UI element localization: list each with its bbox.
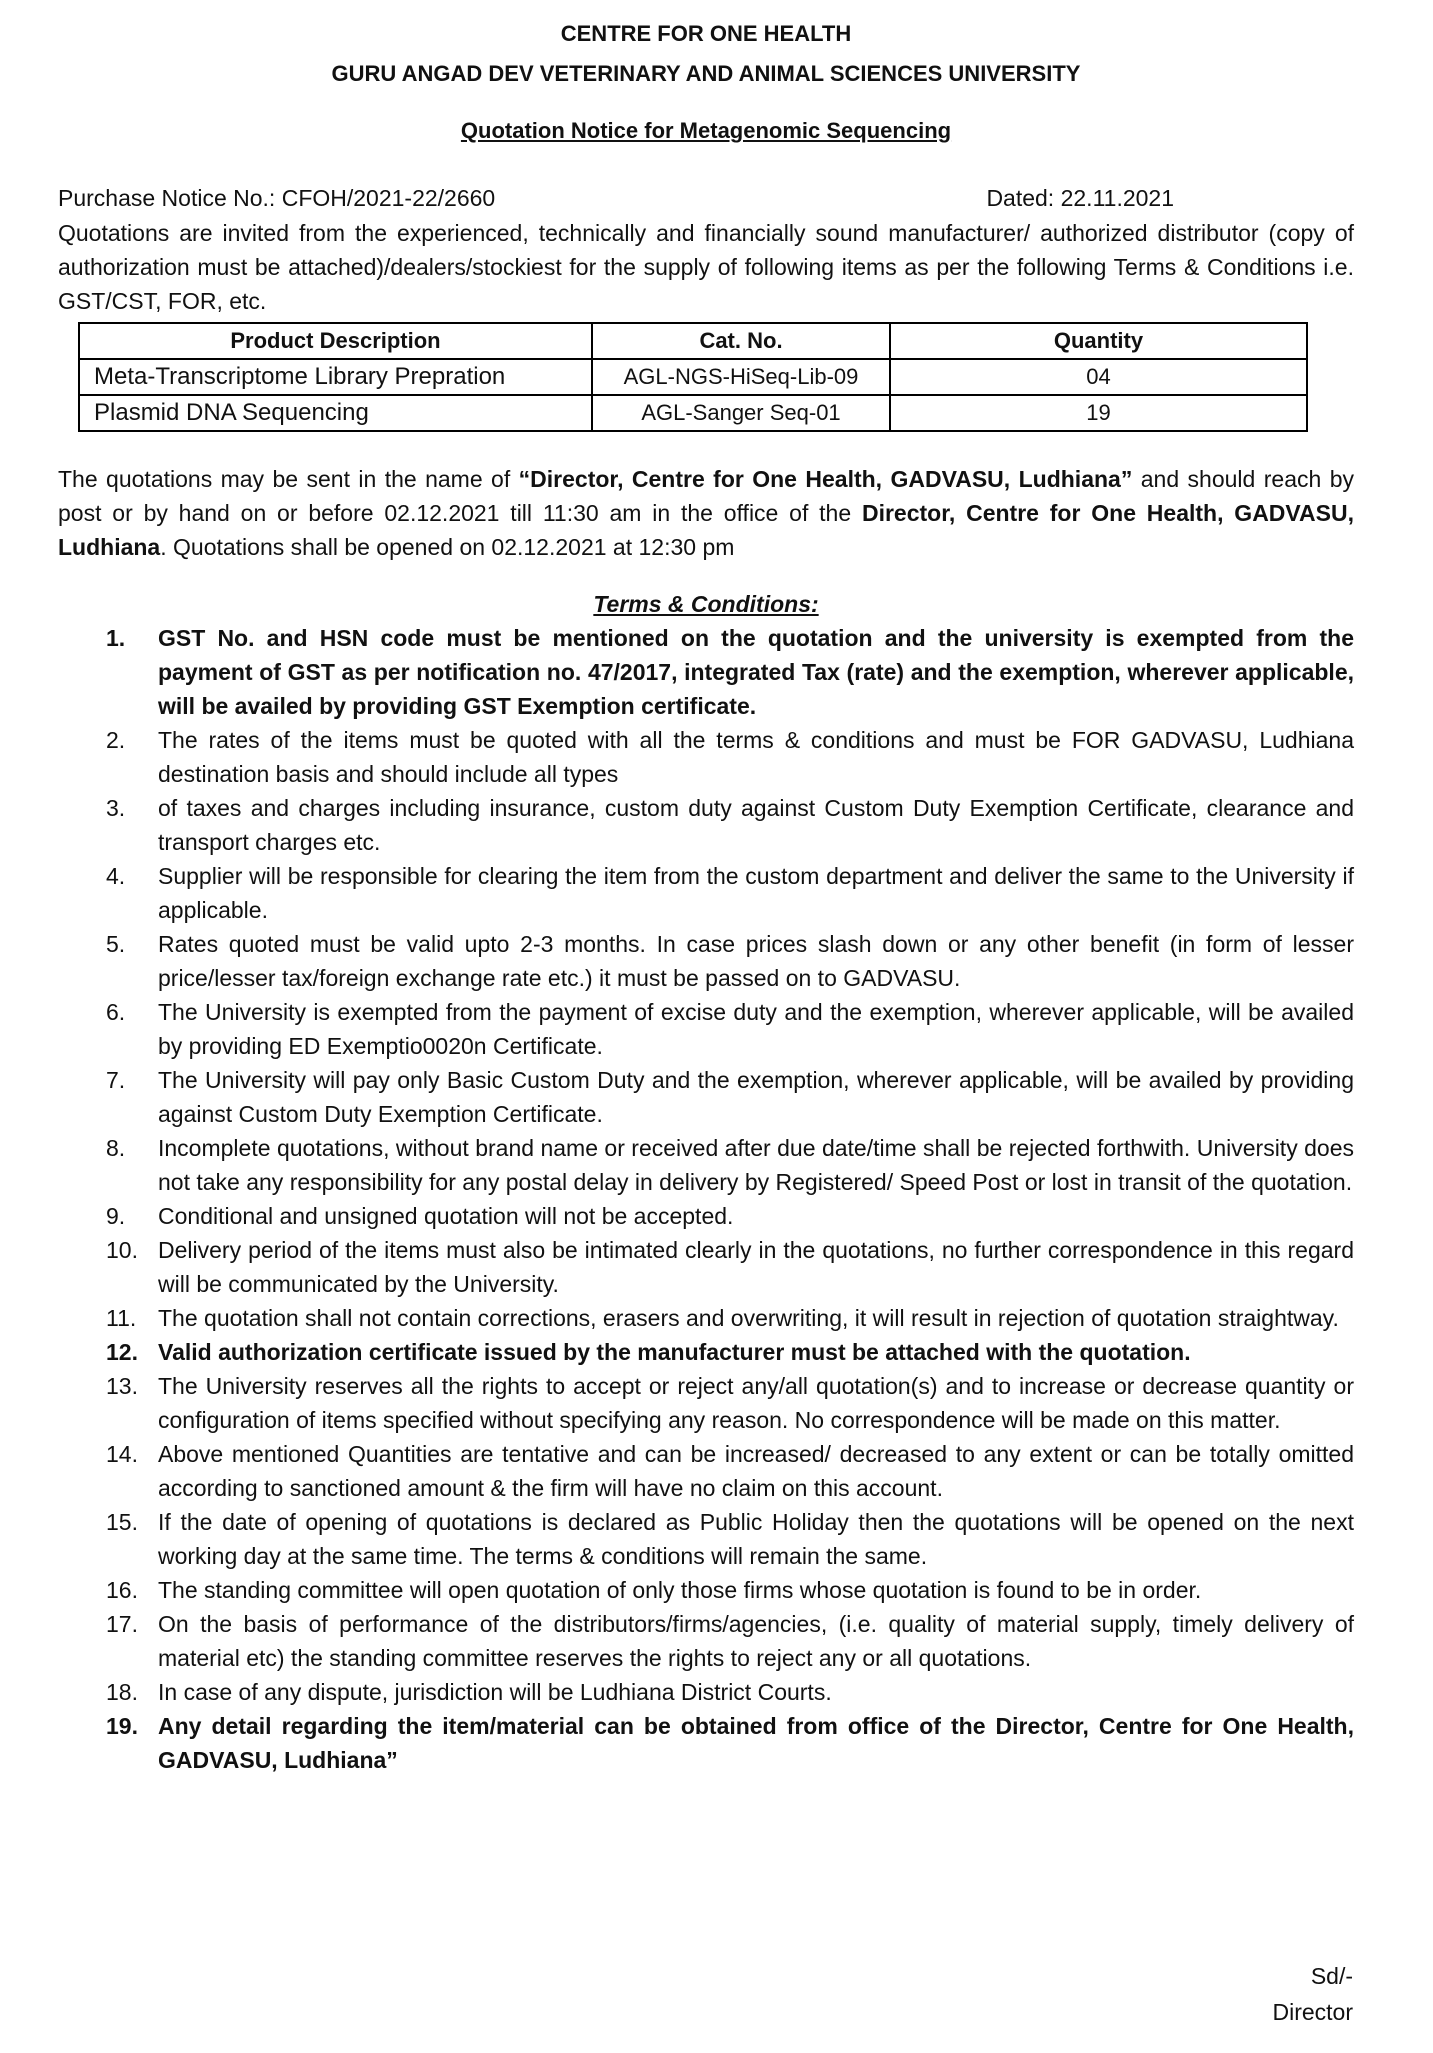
submission-text-3: . Quotations shall be opened on 02.12.2021 at 12:30 pm <box>160 534 735 560</box>
term-text: Above mentioned Quantities are tentative and can be increased/ decreased to any extent or can be totally omitted according to sanctioned amount & the firm will have no claim on this account. <box>158 1441 1354 1501</box>
notice-meta <box>58 180 1354 216</box>
term-text: The quotation shall not contain corrections, erasers and overwriting, it will result in rejection of quotation straightway. <box>158 1305 1339 1331</box>
table-header-row <box>79 323 1307 359</box>
term-text: The University is exempted from the payment of excise duty and the exemption, wherever applicable, will be availed by providing ED Exemptio0020n Certificate. <box>158 999 1354 1059</box>
column-header-product: Product Description <box>79 323 592 359</box>
column-header-cat-no: Cat. No. <box>592 323 890 359</box>
term-item <box>58 1573 1354 1607</box>
term-text: The rates of the items must be quoted with all the terms & conditions and must be FOR GADVASU, Ludhiana destination basis and should include all types <box>158 727 1354 787</box>
submission-paragraph <box>58 462 1354 564</box>
term-number: 2. <box>106 727 126 753</box>
term-item <box>58 859 1354 927</box>
term-text: GST No. and HSN code must be mentioned on the quotation and the university is exempted from the payment of GST as per notification no. 47/2017, integrated Tax (rate) and the exemption, wherever applicable, will be availed by providing GST Exemption certificate. <box>158 625 1354 719</box>
signature-title: Director <box>1272 1999 1353 2025</box>
term-text: The standing committee will open quotation of only those firms whose quotation is found to be in order. <box>158 1577 1202 1603</box>
term-text: Incomplete quotations, without brand name or received after due date/time shall be rejected forthwith. University does not take any responsibility for any postal delay in delivery by Registered/ Speed Post or lost in transit of the quotation. <box>158 1135 1354 1195</box>
term-item <box>58 1199 1354 1233</box>
items-table <box>78 322 1308 432</box>
term-item <box>58 995 1354 1063</box>
table-row <box>79 359 1307 395</box>
term-text: Conditional and unsigned quotation will not be accepted. <box>158 1203 734 1229</box>
term-item <box>58 621 1354 723</box>
cat-no: AGL-NGS-HiSeq-Lib-09 <box>592 359 890 395</box>
term-text: On the basis of performance of the distributors/firms/agencies, (i.e. quality of material supply, timely delivery of material etc) the standing committee reserves the rights to reject any or all quotations. <box>158 1611 1354 1671</box>
term-number: 10. <box>106 1237 138 1263</box>
term-item <box>58 723 1354 791</box>
column-header-quantity: Quantity <box>890 323 1307 359</box>
product-description: Meta-Transcriptome Library Prepration <box>79 359 592 395</box>
term-number: 7. <box>106 1067 126 1093</box>
term-number: 1. <box>106 625 126 651</box>
quantity: 04 <box>890 359 1307 395</box>
term-item <box>58 1607 1354 1675</box>
term-item <box>58 1301 1354 1335</box>
quantity: 19 <box>890 395 1307 431</box>
term-item <box>58 1131 1354 1199</box>
university-name: GURU ANGAD DEV VETERINARY AND ANIMAL SCIENCES UNIVERSITY <box>331 61 1081 86</box>
term-number: 13. <box>106 1373 138 1399</box>
product-description: Plasmid DNA Sequencing <box>79 395 592 431</box>
term-item <box>58 1505 1354 1573</box>
term-item <box>58 1437 1354 1505</box>
intro-paragraph: Quotations are invited from the experienced, technically and financially sound manufacturer/ authorized distributor (copy of authorization must be attached)/dealers/stockiest for the supply of following items as per the following Terms & Conditions i.e. GST/CST, FOR, etc. <box>58 220 1354 314</box>
term-number: 5. <box>106 931 126 957</box>
institution-name: CENTRE FOR ONE HEALTH <box>560 21 852 46</box>
term-item <box>58 1335 1354 1369</box>
notice-date: Dated: 22.11.2021 <box>986 185 1174 211</box>
term-item <box>58 1675 1354 1709</box>
term-number: 18. <box>106 1679 138 1705</box>
term-text: of taxes and charges including insurance, custom duty against Custom Duty Exemption Certificate, clearance and transport charges etc. <box>158 795 1354 855</box>
term-number: 16. <box>106 1577 138 1603</box>
signature-sd: Sd/- <box>1310 1963 1353 1989</box>
term-item <box>58 1063 1354 1131</box>
term-text: Rates quoted must be valid upto 2-3 months. In case prices slash down or any other benefit (in form of lesser price/lesser tax/foreign exchange rate etc.) it must be passed on to GADVASU. <box>158 931 1354 991</box>
submission-text-1: The quotations may be sent in the name of <box>58 466 519 492</box>
term-number: 9. <box>106 1203 126 1229</box>
term-text: Any detail regarding the item/material can be obtained from office of the Director, Centre for One Health, GADVASU, Ludhiana” <box>158 1713 1354 1773</box>
term-number: 4. <box>106 863 126 889</box>
term-number: 3. <box>106 795 126 821</box>
term-item <box>58 1709 1354 1777</box>
term-number: 6. <box>106 999 126 1025</box>
term-text: The University reserves all the rights to accept or reject any/all quotation(s) and to increase or decrease quantity or configuration of items specified without specifying any reason. No correspondence will be made on this matter. <box>158 1373 1354 1433</box>
term-number: 11. <box>106 1305 137 1331</box>
term-item <box>58 1369 1354 1437</box>
document-page <box>58 14 1354 1777</box>
term-text: Supplier will be responsible for clearing the item from the custom department and deliver the same to the University if applicable. <box>158 863 1354 923</box>
purchase-notice-number: Purchase Notice No.: CFOH/2021-22/2660 <box>58 185 496 211</box>
term-number: 8. <box>106 1135 126 1161</box>
table-row <box>79 395 1307 431</box>
term-text: If the date of opening of quotations is declared as Public Holiday then the quotations will be opened on the next working day at the same time. The terms & conditions will remain the same. <box>158 1509 1354 1569</box>
term-number: 17. <box>106 1611 138 1637</box>
term-text: Valid authorization certificate issued by the manufacturer must be attached with the quotation. <box>158 1339 1191 1365</box>
notice-title: Quotation Notice for Metagenomic Sequencing <box>460 118 952 143</box>
term-number: 15. <box>106 1509 138 1535</box>
term-number: 12. <box>106 1339 138 1365</box>
term-text: Delivery period of the items must also be intimated clearly in the quotations, no further correspondence in this regard will be communicated by the University. <box>158 1237 1354 1297</box>
term-item <box>58 1233 1354 1301</box>
term-item <box>58 791 1354 859</box>
term-item <box>58 927 1354 995</box>
submission-office: Director, Centre for One Health, GADVASU, Ludhiana <box>58 500 1354 560</box>
term-text: In case of any dispute, jurisdiction will be Ludhiana District Courts. <box>158 1679 832 1705</box>
term-number: 19. <box>106 1713 138 1739</box>
submission-addressee: “Director, Centre for One Health, GADVASU, Ludhiana” <box>518 466 1133 492</box>
cat-no: AGL-Sanger Seq-01 <box>592 395 890 431</box>
term-text: The University will pay only Basic Custom Duty and the exemption, wherever applicable, will be availed by providing against Custom Duty Exemption Certificate. <box>158 1067 1354 1127</box>
term-number: 14. <box>106 1441 138 1467</box>
terms-title: Terms & Conditions: <box>593 591 819 617</box>
submission-text-2: and should reach by post or by hand on or before 02.12.2021 till 11:30 am in the office of the <box>58 466 1354 526</box>
terms-list <box>58 621 1354 1777</box>
signature-block <box>1272 1958 1353 2030</box>
